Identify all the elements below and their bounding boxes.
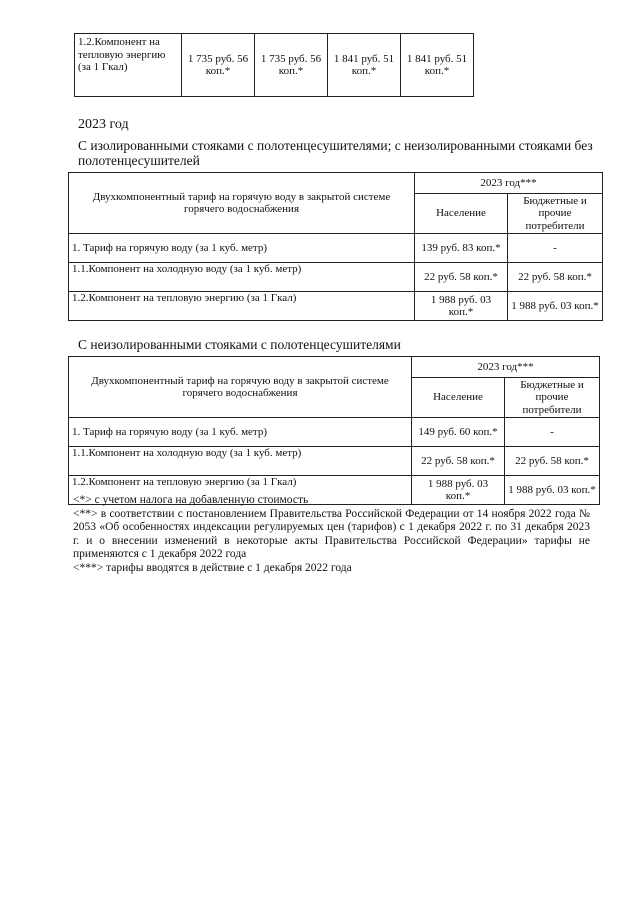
population-value: 22 руб. 58 коп.* — [412, 447, 505, 476]
budget-value: - — [505, 418, 600, 447]
budget-value: 1 988 руб. 03 коп.* — [505, 476, 600, 505]
table-row — [75, 34, 474, 97]
tariff-table-2 — [68, 356, 600, 505]
section2-heading: С неизолированными стояками с полотенцесушителями — [78, 337, 401, 352]
population-value: 149 руб. 60 коп.* — [412, 418, 505, 447]
value-cell: 1 841 руб. 51 коп.* — [328, 34, 401, 97]
footnote: <**> в соответствии с постановлением Правительства Российской Федерации от 14 ноября 2022 года № 2053 «Об особенностях индексации регулируемых цен (тарифов) с 1 декабря 2022 г. по 31 декабря 2023 г. и о внесении изменений в некоторые акты Правительства Российской Федерации» тарифы не применяются с 1 декабря 2022 года — [73, 507, 590, 560]
population-value: 1 988 руб. 03 коп.* — [412, 476, 505, 505]
population-value: 1 988 руб. 03 коп.* — [415, 292, 508, 321]
budget-value: 1 988 руб. 03 коп.* — [508, 292, 603, 321]
year-heading: 2023 год — [78, 117, 129, 132]
period-header: 2023 год*** — [415, 173, 603, 194]
table-description-header: Двухкомпонентный тариф на горячую воду в закрытой системе горячего водоснабжения — [69, 173, 415, 234]
value-cell: 1 735 руб. 56 коп.* — [182, 34, 255, 97]
period-header: 2023 год*** — [412, 357, 600, 378]
row-label: 1.1.Компонент на холодную воду (за 1 куб. метр) — [69, 447, 412, 476]
value-cell: 1 841 руб. 51 коп.* — [401, 34, 474, 97]
population-header: Население — [415, 194, 508, 234]
population-value: 139 руб. 83 коп.* — [415, 234, 508, 263]
budget-value: 22 руб. 58 коп.* — [508, 263, 603, 292]
population-value: 22 руб. 58 коп.* — [415, 263, 508, 292]
row-label: 1. Тариф на горячую воду (за 1 куб. метр) — [69, 418, 412, 447]
value-cell: 1 735 руб. 56 коп.* — [255, 34, 328, 97]
row-label: 1.2.Компонент на тепловую энергию (за 1 Гкал) — [75, 34, 182, 97]
row-label: 1.2.Компонент на тепловую энергию (за 1 Гкал) — [69, 292, 415, 321]
table-row — [69, 263, 603, 292]
row-label: 1. Тариф на горячую воду (за 1 куб. метр) — [69, 234, 415, 263]
tariff-table-1 — [68, 172, 603, 321]
table-row — [69, 292, 603, 321]
budget-header: Бюджетные и прочие потребители — [505, 378, 600, 418]
budget-value: 22 руб. 58 коп.* — [505, 447, 600, 476]
table-row — [69, 234, 603, 263]
table-row — [69, 418, 600, 447]
section1-heading: С изолированными стояками с полотенцесушителями; с неизолированными стояками без полотенцесушителей — [78, 138, 593, 168]
table-header-row — [69, 357, 600, 378]
population-header: Население — [412, 378, 505, 418]
budget-header: Бюджетные и прочие потребители — [508, 194, 603, 234]
row-label: 1.1.Компонент на холодную воду (за 1 куб. метр) — [69, 263, 415, 292]
budget-value: - — [508, 234, 603, 263]
row-label: 1.2.Компонент на тепловую энергию (за 1 Гкал) — [69, 476, 412, 505]
table-row — [69, 447, 600, 476]
table-header-row — [69, 173, 603, 194]
previous-table-fragment — [74, 33, 474, 97]
footnotes — [73, 494, 590, 575]
footnote: <*> с учетом налога на добавленную стоимость — [73, 494, 309, 506]
table-description-header: Двухкомпонентный тариф на горячую воду в закрытой системе горячего водоснабжения — [69, 357, 412, 418]
footnote: <***> тарифы вводятся в действие с 1 декабря 2022 года — [73, 561, 352, 574]
